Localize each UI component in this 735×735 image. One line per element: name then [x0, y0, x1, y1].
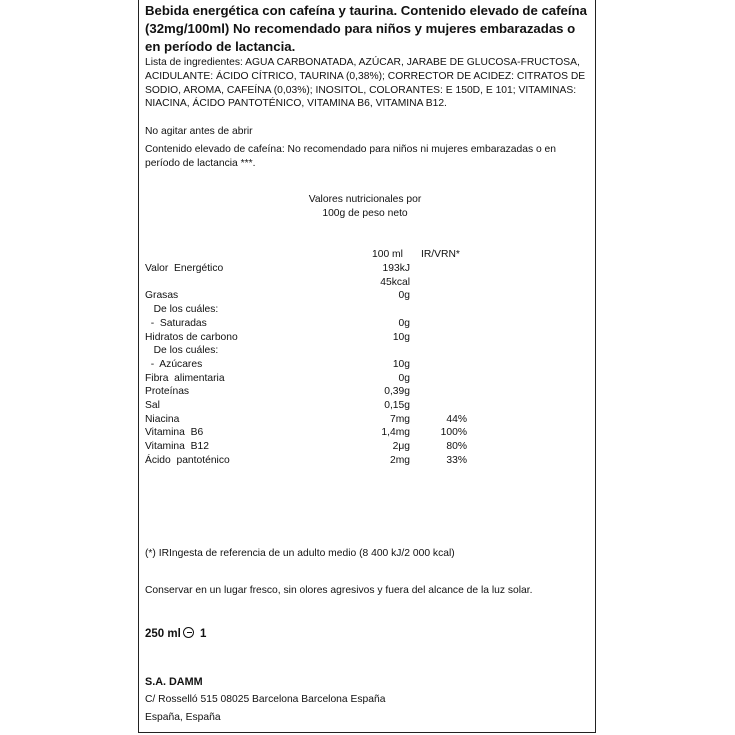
- nutrient-value: 2mg: [389, 454, 410, 466]
- caffeine-warning: Contenido elevado de cafeína: No recomendado para niños ni mujeres embarazadas o en período de lactancia ***.: [145, 144, 556, 169]
- nutrition-heading-line1: Valores nutricionales por: [308, 194, 422, 205]
- nutrient-ir-percent: 100%: [440, 427, 467, 439]
- nutrition-row: [145, 399, 590, 413]
- nutrient-value: 45kcal: [380, 276, 410, 288]
- company-info: [145, 675, 590, 725]
- column-header-ir: IR/VRN*: [421, 249, 460, 260]
- company-address: C/ Rosselló 515 08025 Barcelona Barcelona España: [145, 694, 386, 705]
- nutrition-row: [145, 454, 590, 468]
- nutrient-label: De los cuáles:: [145, 304, 219, 316]
- nutrient-label: Grasas: [145, 290, 179, 302]
- nutrient-label: De los cuáles:: [145, 345, 219, 357]
- package-count: 1: [200, 628, 207, 640]
- company-name: S.A. DAMM: [145, 676, 203, 688]
- nutrient-label: - Azúcares: [145, 358, 203, 370]
- nutrition-row: [145, 426, 590, 440]
- nutrient-label: Vitamina B6: [145, 427, 204, 439]
- nutrient-value: 10g: [392, 358, 410, 370]
- nutrient-label: Vitamina B12: [145, 441, 209, 453]
- nutrient-label: Ácido pantoténico: [145, 454, 230, 466]
- nutrient-value: 0,39g: [384, 386, 410, 398]
- nutrient-label: - Saturadas: [145, 317, 207, 329]
- nutrient-label: Fibra alimentaria: [145, 372, 225, 384]
- company-country: España, España: [145, 711, 221, 723]
- nutrition-heading-line2: 100g de peso neto: [322, 207, 408, 219]
- nutrition-row: [145, 331, 590, 345]
- nutrient-value: 10g: [392, 331, 410, 343]
- nutrient-value: 193kJ: [382, 263, 410, 274]
- nutrient-value: 0,15g: [384, 400, 410, 411]
- nutrition-row: [145, 276, 590, 290]
- nutrition-row: [145, 440, 590, 454]
- nutrition-row: [145, 317, 590, 331]
- nutrition-row: [145, 262, 590, 276]
- nutrition-row: [145, 413, 590, 427]
- ingredients-list: Lista de ingredientes: AGUA CARBONATADA, AZÚCAR, JARABE DE GLUCOSA-FRUCTOSA, ACIDULANTE: ÁCIDO CÍTRICO, TAURINA (0,38%); CORRECTOR DE ACIDEZ: CITRATOS DE SODIO, AROMA, CAFEÍNA (0,03%); INOSITOL, COLORANTES: E 150D, E 101; VITAMINAS: NIACINA, ÁCIDO PANTOTÉNICO, VITAMINA B6, VITAMINA B12.: [145, 57, 586, 110]
- nutrition-row: [145, 303, 590, 317]
- nutrient-label: Valor Energético: [145, 263, 224, 274]
- nutrition-row: [145, 385, 590, 399]
- nutrient-ir-percent: 44%: [446, 413, 467, 425]
- nutrition-row: [145, 372, 590, 386]
- nutrient-value: 2μg: [392, 441, 410, 453]
- nutrition-row: [145, 344, 590, 358]
- nutrient-ir-percent: 33%: [446, 454, 467, 466]
- nutrition-heading: [215, 193, 515, 221]
- nutrient-value: 0g: [398, 372, 410, 384]
- product-title: Bebida energética con cafeína y taurina. Contenido elevado de cafeína (32mg/100ml) No recomendado para niños y mujeres embarazadas o en período de lactancia.: [145, 3, 587, 54]
- footnote: (*) IRIngesta de referencia de un adulto medio (8 400 kJ/2 000 kcal): [145, 548, 455, 559]
- nutrient-label: Hidratos de carbono: [145, 331, 238, 343]
- nutrition-row: [145, 289, 590, 303]
- nutrient-value: 0g: [398, 317, 410, 329]
- nutrient-ir-percent: 80%: [446, 441, 467, 453]
- no-shake-note: No agitar antes de abrir: [145, 126, 253, 137]
- storage-instructions: Conservar en un lugar fresco, sin olores agresivos y fuera del alcance de la luz solar.: [145, 585, 533, 596]
- estimated-sign-icon: [183, 627, 194, 638]
- nutrient-label: Sal: [145, 400, 160, 411]
- nutrient-value: 1,4mg: [381, 427, 410, 439]
- package-info: [145, 627, 206, 640]
- nutrition-row: [145, 358, 590, 372]
- nutrient-label: Niacina: [145, 413, 180, 425]
- nutrient-value: 7mg: [389, 413, 410, 425]
- nutrient-value: 0g: [398, 290, 410, 302]
- column-header-100ml: 100 ml: [372, 249, 403, 260]
- package-size: 250 ml: [145, 628, 181, 640]
- nutrient-label: Proteínas: [145, 386, 190, 398]
